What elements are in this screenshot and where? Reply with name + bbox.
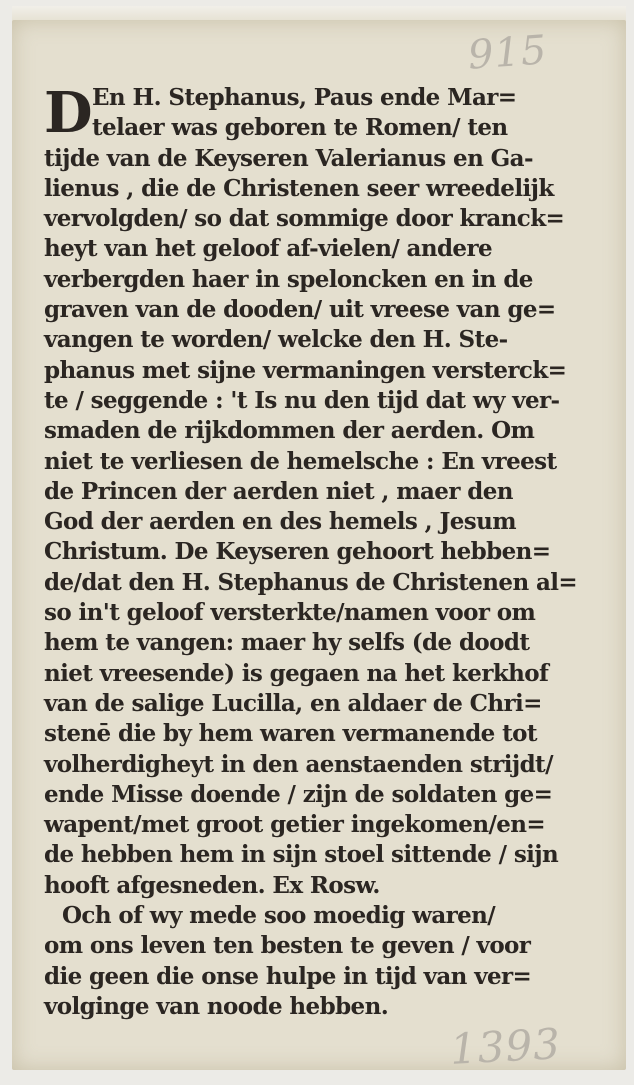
text-line: volherdigheyt in den aenstaenden strijdt/ <box>44 750 553 778</box>
text-line: de Princen der aerden niet , maer den <box>44 477 513 505</box>
text-line: die geen die onse hulpe in tijd van ver= <box>44 962 532 990</box>
pencil-annotation-bottom: 1393 <box>448 1019 563 1074</box>
text-line: smaden de rijkdommen der aerden. Om <box>44 417 535 445</box>
text-line: tijde van de Keyseren Valerianus en Ga- <box>44 144 533 172</box>
text-line: niet vreesende) is gegaen na het kerkhof <box>44 659 549 687</box>
text-line: God der aerden en des hemels , Jesum <box>44 508 517 536</box>
text-line: stenē die by hem waren vermanende tot <box>44 720 537 748</box>
text-line: te / seggende : 't Is nu den tijd dat wy ver- <box>44 386 560 414</box>
pencil-annotation-top: 915 <box>466 27 549 79</box>
text-line: de/dat den H. Stephanus de Christenen al= <box>44 568 578 596</box>
text-line: En H. Stephanus, Paus ende Mar= <box>92 84 517 111</box>
text-line: phanus met sijne vermaningen versterck= <box>44 356 567 384</box>
drop-cap: D <box>44 80 93 146</box>
text-line: niet te verliesen de hemelsche : En vreest <box>44 447 557 475</box>
text-line: Och of wy mede soo moedig waren/ <box>62 902 496 930</box>
text-line: verbergden haer in spelonckеn en in de <box>44 265 533 293</box>
text-line: de hebben hem in sijn stoel sittende / sijn <box>44 841 559 869</box>
text-line: so in't geloof versterkte/namen voor om <box>44 599 536 627</box>
text-line: om ons leven ten besten te geven / voor <box>44 932 531 960</box>
text-line: volginge van noode hebben. <box>44 992 389 1020</box>
text-line: telaer was geboren te Romen/ ten <box>92 114 508 142</box>
text-line: heyt van het geloof af-vielen/ andere <box>44 235 493 263</box>
text-line: van de salige Lucilla, en aldaer de Chri= <box>44 689 542 717</box>
text-line: vervolgden/ so dat sommige door kranck= <box>44 205 565 233</box>
text-line: vangen te worden/ welcke den H. Ste- <box>44 326 508 354</box>
text-block <box>44 80 592 1022</box>
text-line: lienus , die de Christenen seer wreedelijk <box>44 174 554 202</box>
text-line: graven van de dooden/ uit vreese van ge= <box>44 296 556 324</box>
text-line: hooft afgesneden. Ex Rosw. <box>44 871 380 899</box>
text-line: ende Misse doende / zijn de soldaten ge= <box>44 780 553 808</box>
text-line: Christum. De Keyseren gehoort hebben= <box>44 538 551 566</box>
text-line: wapent/met groot getier ingekomen/en= <box>44 811 546 839</box>
text-line: hem te vangen: maer hy selfs (de doodt <box>44 629 530 657</box>
